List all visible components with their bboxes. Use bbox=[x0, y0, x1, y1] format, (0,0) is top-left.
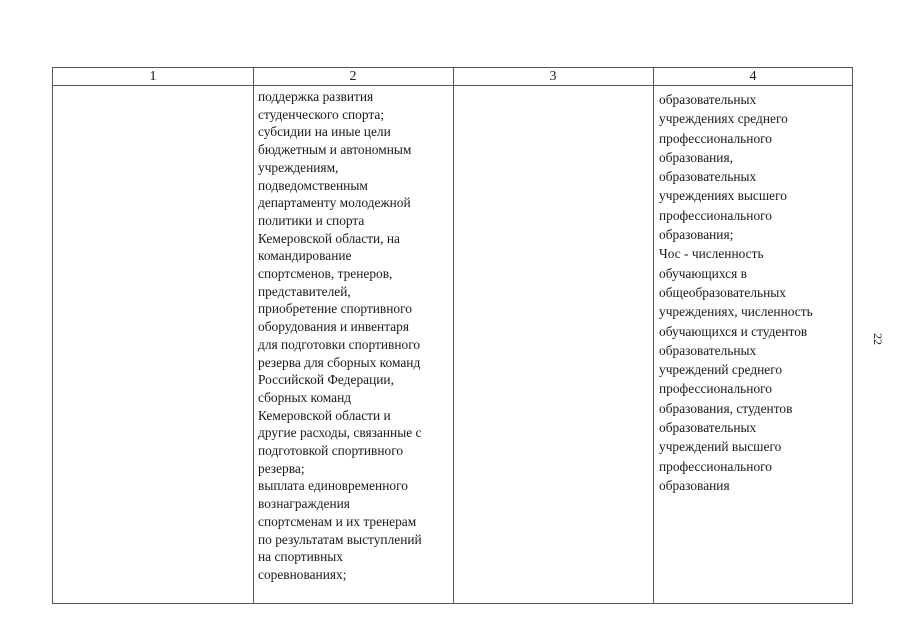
table-cell-col4: образовательных учреждениях среднего профессионального образования, образовательных учреждениях высшего профессионального образования; Чос - численность обучающихся в общеобразовательных учреждениях, численность обучающихся и студентов образовательных учреждений среднего профессионального образования, студентов образовательных учреждений высшего профессионального образования bbox=[659, 92, 813, 493]
table-cell-col2: поддержка развития студенческого спорта; субсидии на иные цели бюджетным и автономным учреждениям, подведомственным департаменту молодежной политики и спорта Кемеровской области, на командирование спортсменов, тренеров, представителей, приобретение спортивного оборудования и инвентаря для подготовки спортивного резерва для сборных команд Российской Федерации, сборных команд Кемеровской области и другие расходы, связанные с подготовкой спортивного резерва; выплата единовременного вознаграждения спортсменам и их тренерам по результатам выступлений на спортивных соревнованиях; bbox=[258, 89, 422, 582]
document-table bbox=[52, 67, 853, 604]
header-cell-3: 3 bbox=[549, 69, 557, 84]
column-divider bbox=[653, 68, 654, 603]
header-cell-1: 1 bbox=[149, 69, 157, 84]
header-cell-4: 4 bbox=[749, 69, 757, 84]
column-divider bbox=[253, 68, 254, 603]
column-divider bbox=[453, 68, 454, 603]
page-number: 22 bbox=[871, 333, 885, 345]
header-cell-2: 2 bbox=[349, 69, 357, 84]
